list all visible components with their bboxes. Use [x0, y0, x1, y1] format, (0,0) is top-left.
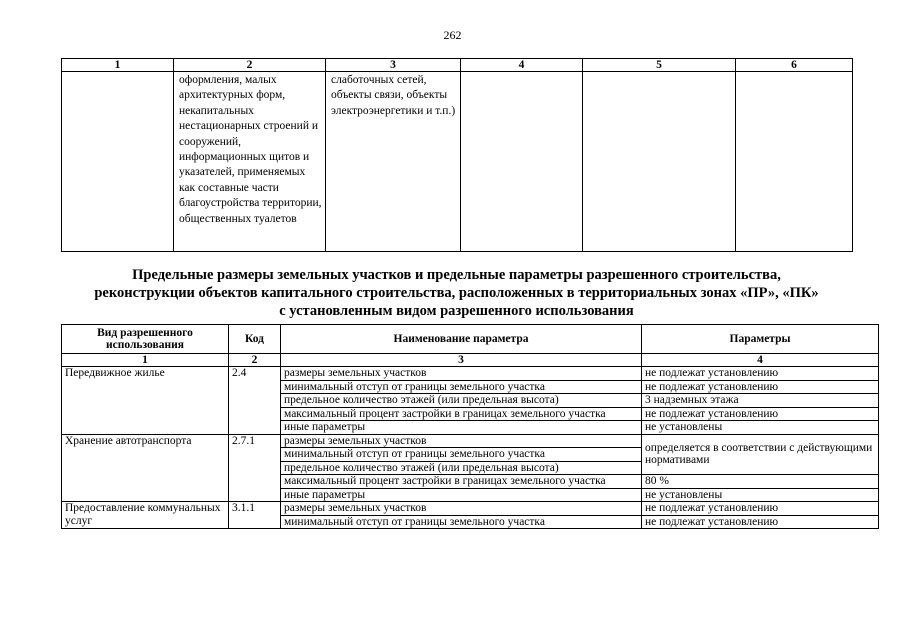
- use-type-cell: Хранение автотранспорта: [62, 434, 229, 502]
- column-number: 1: [62, 59, 174, 72]
- column-number: 4: [461, 59, 583, 72]
- parameter-value-cell: 80 %: [642, 475, 879, 489]
- continuation-row: [62, 72, 853, 252]
- parameter-name-cell: минимальный отступ от границы земельного участка: [281, 448, 642, 462]
- heading-line: реконструкции объектов капитального строительства, расположенных в территориальных зонах «ПР», «ПК»: [94, 285, 819, 301]
- table-row: [62, 367, 879, 381]
- parameter-name-cell: размеры земельных участков: [281, 502, 642, 516]
- heading-line: Предельные размеры земельных участков и предельные параметры разрешенного строительства,: [132, 267, 781, 283]
- table-row: [62, 434, 879, 448]
- column-number: 5: [583, 59, 736, 72]
- parameters-table: [61, 324, 879, 529]
- parameter-value-cell: не подлежат установлению: [642, 515, 879, 529]
- column-number: 4: [642, 354, 879, 367]
- table-cell: [736, 72, 853, 252]
- code-cell: 2.7.1: [229, 434, 281, 502]
- column-number: 3: [281, 354, 642, 367]
- parameter-value-cell: определяется в соответствии с действующими нормативами: [642, 434, 879, 475]
- parameter-value-cell: не подлежат установлению: [642, 502, 879, 516]
- column-number: 2: [229, 354, 281, 367]
- section-heading: [61, 266, 852, 320]
- parameter-value-cell: не подлежат установлению: [642, 367, 879, 381]
- parameters-header-row: [62, 325, 879, 354]
- parameter-value-cell: 3 надземных этажа: [642, 394, 879, 408]
- table-cell: [583, 72, 736, 252]
- parameter-name-cell: размеры земельных участков: [281, 367, 642, 381]
- code-cell: 3.1.1: [229, 502, 281, 529]
- column-number-row: [62, 354, 879, 367]
- column-number: 3: [326, 59, 461, 72]
- parameter-value-cell: не установлены: [642, 488, 879, 502]
- parameter-name-cell: минимальный отступ от границы земельного участка: [281, 380, 642, 394]
- parameter-value-cell: не установлены: [642, 421, 879, 435]
- parameter-name-cell: максимальный процент застройки в границах земельного участка: [281, 407, 642, 421]
- table-cell: [62, 72, 174, 252]
- header-parameter-name: Наименование параметра: [281, 325, 642, 354]
- table-cell: [461, 72, 583, 252]
- continuation-table: [61, 58, 853, 252]
- column-number: 6: [736, 59, 853, 72]
- column-number: 2: [174, 59, 326, 72]
- parameter-name-cell: иные параметры: [281, 488, 642, 502]
- header-parameter-value: Параметры: [642, 325, 879, 354]
- use-type-cell: Предоставление коммунальных услуг: [62, 502, 229, 529]
- parameter-name-cell: иные параметры: [281, 421, 642, 435]
- parameter-name-cell: предельное количество этажей (или предельная высота): [281, 394, 642, 408]
- parameter-name-cell: максимальный процент застройки в границах земельного участка: [281, 475, 642, 489]
- code-cell: 2.4: [229, 367, 281, 435]
- parameter-name-cell: минимальный отступ от границы земельного участка: [281, 515, 642, 529]
- use-type-cell: Передвижное жилье: [62, 367, 229, 435]
- continuation-header-row: [62, 59, 853, 72]
- header-use-type: Вид разрешенного использования: [62, 325, 229, 354]
- table-row: [62, 502, 879, 516]
- parameter-name-cell: предельное количество этажей (или предельная высота): [281, 461, 642, 475]
- heading-line: с установленным видом разрешенного использования: [279, 303, 634, 319]
- page-number: 262: [443, 28, 462, 42]
- parameter-value-cell: не подлежат установлению: [642, 380, 879, 394]
- parameter-name-cell: размеры земельных участков: [281, 434, 642, 448]
- table-cell: слаботочных сетей, объекты связи, объекты электроэнергетики и т.п.): [326, 72, 461, 252]
- table-cell: оформления, малых архитектурных форм, некапитальных нестационарных строений и сооружений, информационных щитов и указателей, применяемых как составные части благоустройства территории, общественных туалетов: [174, 72, 326, 252]
- header-code: Код: [229, 325, 281, 354]
- parameter-value-cell: не подлежат установлению: [642, 407, 879, 421]
- column-number: 1: [62, 354, 229, 367]
